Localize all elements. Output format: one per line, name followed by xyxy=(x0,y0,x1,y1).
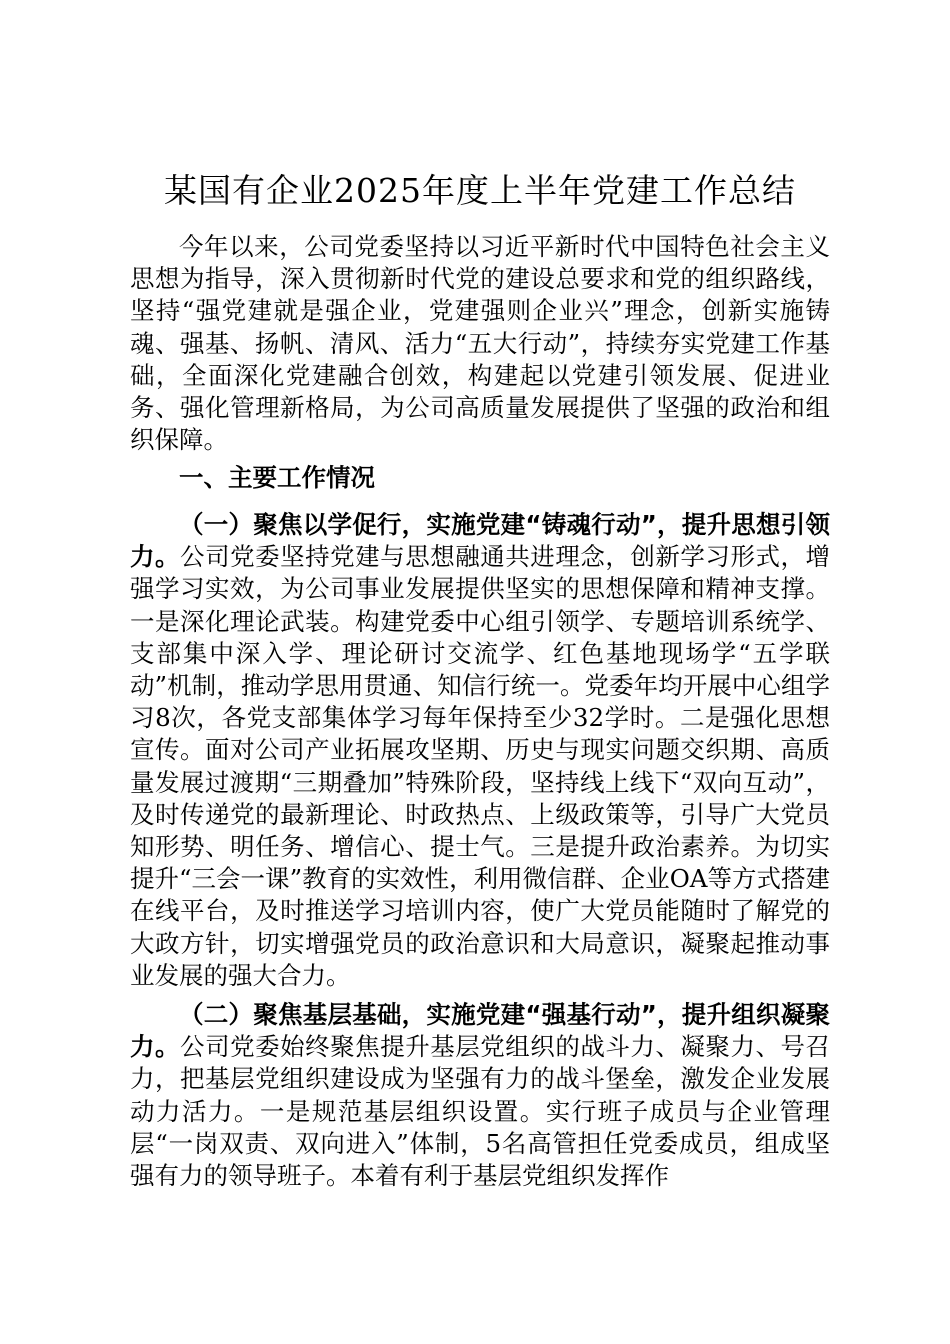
section-1-lead: （一）聚焦以学促行，实施党建“铸魂行动”，提升思想引领力。 xyxy=(130,510,830,572)
document-title: 某国有企业2025年度上半年党建工作总结 xyxy=(164,171,796,210)
section-2-lead: （二）聚焦基层基础，实施党建“强基行动”，提升组织凝聚力。 xyxy=(130,1000,830,1062)
section-heading-main-work: 一、主要工作情况 xyxy=(179,463,375,492)
section-1-paragraph xyxy=(130,509,830,992)
section-1-body: 公司党委坚持党建与思想融通共进理念，创新学习形式，增强学习实效，为公司事业发展提供坚实的思想保障和精神支撑。一是深化理论武装。构建党委中心组引领学、专题培训系统学、支部集中深入学、理论研讨交流学、红色基地现场学“五学联动”机制，推动学思用贯通、知信行统一。党委年均开展中心组学习8次，各党支部集体学习每年保持至少32学时。二是强化思想宣传。面对公司产业拓展攻坚期、历史与现实问题交织期、高质量发展过渡期“三期叠加”特殊阶段，坚持线上线下“双向互动”，及时传递党的最新理论、时政热点、上级政策等，引导广大党员知形势、明任务、增信心、提士气。三是提升政治素养。为切实提升“三会一课”教育的实效性，利用微信群、企业OA等方式搭建在线平台，及时推送学习培训内容，使广大党员能随时了解党的大政方针，切实增强党员的政治意识和大局意识，凝聚起推动事业发展的强大合力。 xyxy=(130,542,831,990)
section-2-body: 公司党委始终聚焦提升基层党组织的战斗力、凝聚力、号召力，把基层党组织建设成为坚强有力的战斗堡垒，激发企业发展动力活力。一是规范基层组织设置。实行班子成员与企业管理层“一岗双责、双向进入”体制，5名高管担任党委成员，组成坚强有力的领导班子。本着有利于基层党组织发挥作 xyxy=(130,1032,831,1191)
section-2-paragraph xyxy=(130,999,830,1192)
intro-paragraph: 今年以来，公司党委坚持以习近平新时代中国特色社会主义思想为指导，深入贯彻新时代党的建设总要求和党的组织路线，坚持“强党建就是强企业，党建强则企业兴”理念，创新实施铸魂、强基、扬帆、清风、活力“五大行动”，持续夯实党建工作基础，全面深化党建融合创效，构建起以党建引领发展、促进业务、强化管理新格局，为公司高质量发展提供了坚强的政治和组织保障。 xyxy=(130,232,830,455)
